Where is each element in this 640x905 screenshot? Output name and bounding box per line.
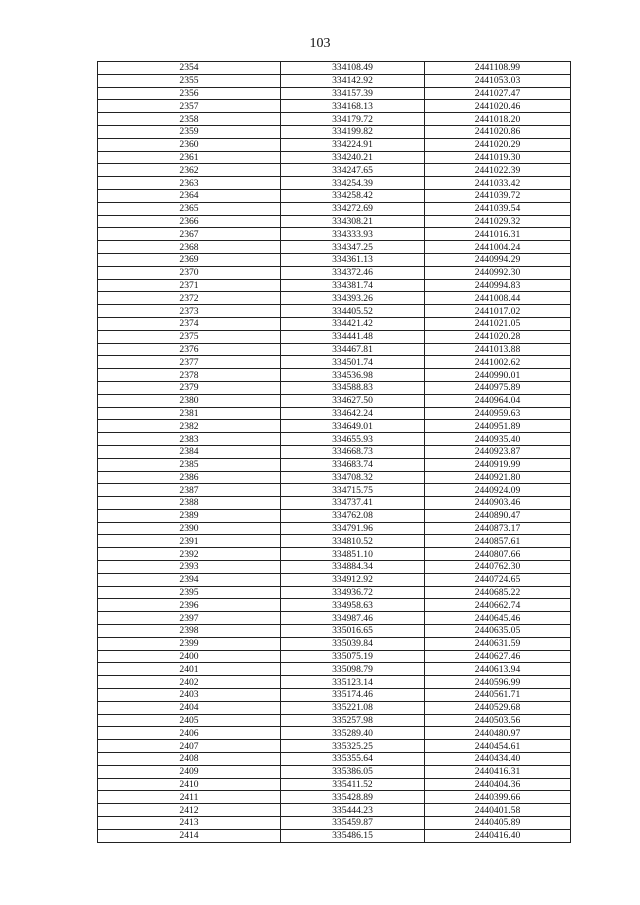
table-row [98, 650, 571, 663]
point-number-cell: 2410 [98, 778, 281, 791]
table-row [98, 87, 571, 100]
y-coordinate-cell: 2440454.61 [425, 740, 571, 753]
x-coordinate-cell: 334649.01 [281, 420, 425, 433]
y-coordinate-cell: 2440857.61 [425, 535, 571, 548]
x-coordinate-cell: 334467.81 [281, 343, 425, 356]
point-number-cell: 2401 [98, 663, 281, 676]
table-row [98, 804, 571, 817]
table-row [98, 561, 571, 574]
x-coordinate-cell: 334381.74 [281, 279, 425, 292]
point-number-cell: 2400 [98, 650, 281, 663]
point-number-cell: 2392 [98, 548, 281, 561]
table-row [98, 164, 571, 177]
point-number-cell: 2375 [98, 330, 281, 343]
x-coordinate-cell: 334142.92 [281, 74, 425, 87]
x-coordinate-cell: 334683.74 [281, 458, 425, 471]
x-coordinate-cell: 335325.25 [281, 740, 425, 753]
table-row [98, 138, 571, 151]
x-coordinate-cell: 334421.42 [281, 317, 425, 330]
y-coordinate-cell: 2441002.62 [425, 356, 571, 369]
point-number-cell: 2409 [98, 765, 281, 778]
y-coordinate-cell: 2440990.01 [425, 369, 571, 382]
point-number-cell: 2386 [98, 471, 281, 484]
y-coordinate-cell: 2441020.86 [425, 125, 571, 138]
y-coordinate-cell: 2440645.46 [425, 612, 571, 625]
table-row [98, 292, 571, 305]
x-coordinate-cell: 334361.13 [281, 253, 425, 266]
table-row [98, 676, 571, 689]
y-coordinate-cell: 2441017.02 [425, 305, 571, 318]
point-number-cell: 2396 [98, 599, 281, 612]
point-number-cell: 2373 [98, 305, 281, 318]
point-number-cell: 2405 [98, 714, 281, 727]
point-number-cell: 2388 [98, 497, 281, 510]
x-coordinate-cell: 334936.72 [281, 586, 425, 599]
point-number-cell: 2399 [98, 637, 281, 650]
point-number-cell: 2359 [98, 125, 281, 138]
table-row [98, 74, 571, 87]
y-coordinate-cell: 2440529.68 [425, 701, 571, 714]
x-coordinate-cell: 334912.92 [281, 573, 425, 586]
x-coordinate-cell: 334441.48 [281, 330, 425, 343]
table-row [98, 548, 571, 561]
y-coordinate-cell: 2440964.04 [425, 394, 571, 407]
point-number-cell: 2369 [98, 253, 281, 266]
table-row [98, 266, 571, 279]
y-coordinate-cell: 2440724.65 [425, 573, 571, 586]
point-number-cell: 2358 [98, 113, 281, 126]
y-coordinate-cell: 2440503.56 [425, 714, 571, 727]
table-row [98, 394, 571, 407]
y-coordinate-cell: 2440890.47 [425, 509, 571, 522]
table-row [98, 829, 571, 842]
x-coordinate-cell: 334199.82 [281, 125, 425, 138]
x-coordinate-cell: 334642.24 [281, 407, 425, 420]
table-row [98, 445, 571, 458]
y-coordinate-cell: 2441008.44 [425, 292, 571, 305]
table-row [98, 279, 571, 292]
point-number-cell: 2365 [98, 202, 281, 215]
point-number-cell: 2372 [98, 292, 281, 305]
y-coordinate-cell: 2440959.63 [425, 407, 571, 420]
point-number-cell: 2397 [98, 612, 281, 625]
x-coordinate-cell: 334668.73 [281, 445, 425, 458]
table-row [98, 253, 571, 266]
x-coordinate-cell: 334737.41 [281, 497, 425, 510]
x-coordinate-cell: 334536.98 [281, 369, 425, 382]
x-coordinate-cell: 335444.23 [281, 804, 425, 817]
y-coordinate-cell: 2440935.40 [425, 433, 571, 446]
point-number-cell: 2407 [98, 740, 281, 753]
y-coordinate-cell: 2441020.29 [425, 138, 571, 151]
y-coordinate-cell: 2441053.03 [425, 74, 571, 87]
x-coordinate-cell: 334308.21 [281, 215, 425, 228]
x-coordinate-cell: 334791.96 [281, 522, 425, 535]
table-row [98, 484, 571, 497]
point-number-cell: 2403 [98, 689, 281, 702]
point-number-cell: 2413 [98, 817, 281, 830]
point-number-cell: 2398 [98, 625, 281, 638]
x-coordinate-cell: 334708.32 [281, 471, 425, 484]
y-coordinate-cell: 2440627.46 [425, 650, 571, 663]
point-number-cell: 2378 [98, 369, 281, 382]
table-row [98, 202, 571, 215]
table-row [98, 689, 571, 702]
x-coordinate-cell: 334958.63 [281, 599, 425, 612]
page-number: 103 [309, 36, 331, 51]
x-coordinate-cell: 334224.91 [281, 138, 425, 151]
x-coordinate-cell: 334108.49 [281, 62, 425, 75]
point-number-cell: 2376 [98, 343, 281, 356]
table-row [98, 740, 571, 753]
x-coordinate-cell: 335221.08 [281, 701, 425, 714]
x-coordinate-cell: 334258.42 [281, 189, 425, 202]
y-coordinate-cell: 2440404.36 [425, 778, 571, 791]
x-coordinate-cell: 334884.34 [281, 561, 425, 574]
point-number-cell: 2411 [98, 791, 281, 804]
point-number-cell: 2384 [98, 445, 281, 458]
table-row [98, 420, 571, 433]
y-coordinate-cell: 2441022.39 [425, 164, 571, 177]
point-number-cell: 2362 [98, 164, 281, 177]
x-coordinate-cell: 335075.19 [281, 650, 425, 663]
x-coordinate-cell: 334655.93 [281, 433, 425, 446]
x-coordinate-cell: 335123.14 [281, 676, 425, 689]
y-coordinate-cell: 2441029.32 [425, 215, 571, 228]
y-coordinate-cell: 2440401.58 [425, 804, 571, 817]
y-coordinate-cell: 2440992.30 [425, 266, 571, 279]
x-coordinate-cell: 335016.65 [281, 625, 425, 638]
y-coordinate-cell: 2440405.89 [425, 817, 571, 830]
point-number-cell: 2367 [98, 228, 281, 241]
table-row [98, 753, 571, 766]
y-coordinate-cell: 2440416.31 [425, 765, 571, 778]
point-number-cell: 2395 [98, 586, 281, 599]
table-row [98, 778, 571, 791]
x-coordinate-cell: 334372.46 [281, 266, 425, 279]
point-number-cell: 2385 [98, 458, 281, 471]
table-row [98, 701, 571, 714]
y-coordinate-cell: 2440873.17 [425, 522, 571, 535]
x-coordinate-cell: 334168.13 [281, 100, 425, 113]
point-number-cell: 2389 [98, 509, 281, 522]
y-coordinate-cell: 2440903.46 [425, 497, 571, 510]
y-coordinate-cell: 2440994.83 [425, 279, 571, 292]
x-coordinate-cell: 335459.87 [281, 817, 425, 830]
point-number-cell: 2406 [98, 727, 281, 740]
table-row [98, 369, 571, 382]
table-row [98, 663, 571, 676]
point-number-cell: 2382 [98, 420, 281, 433]
y-coordinate-cell: 2440416.40 [425, 829, 571, 842]
y-coordinate-cell: 2440762.30 [425, 561, 571, 574]
y-coordinate-cell: 2441020.28 [425, 330, 571, 343]
point-number-cell: 2374 [98, 317, 281, 330]
table-row [98, 125, 571, 138]
y-coordinate-cell: 2441021.05 [425, 317, 571, 330]
x-coordinate-cell: 334851.10 [281, 548, 425, 561]
table-row [98, 433, 571, 446]
table-row [98, 573, 571, 586]
x-coordinate-cell: 334501.74 [281, 356, 425, 369]
y-coordinate-cell: 2441013.88 [425, 343, 571, 356]
x-coordinate-cell: 334762.08 [281, 509, 425, 522]
y-coordinate-cell: 2441016.31 [425, 228, 571, 241]
y-coordinate-cell: 2441019.30 [425, 151, 571, 164]
x-coordinate-cell: 335428.89 [281, 791, 425, 804]
table-row [98, 471, 571, 484]
table-row [98, 509, 571, 522]
x-coordinate-cell: 334240.21 [281, 151, 425, 164]
table-row [98, 765, 571, 778]
y-coordinate-cell: 2440596.99 [425, 676, 571, 689]
point-number-cell: 2412 [98, 804, 281, 817]
point-number-cell: 2364 [98, 189, 281, 202]
point-number-cell: 2391 [98, 535, 281, 548]
table-row [98, 241, 571, 254]
y-coordinate-cell: 2440807.66 [425, 548, 571, 561]
point-number-cell: 2371 [98, 279, 281, 292]
y-coordinate-cell: 2441039.72 [425, 189, 571, 202]
point-number-cell: 2354 [98, 62, 281, 75]
table-row [98, 727, 571, 740]
y-coordinate-cell: 2440975.89 [425, 381, 571, 394]
y-coordinate-cell: 2441033.42 [425, 177, 571, 190]
y-coordinate-cell: 2441108.99 [425, 62, 571, 75]
coordinates-table [97, 61, 571, 843]
table-row [98, 791, 571, 804]
x-coordinate-cell: 335411.52 [281, 778, 425, 791]
y-coordinate-cell: 2440635.05 [425, 625, 571, 638]
point-number-cell: 2361 [98, 151, 281, 164]
y-coordinate-cell: 2440994.29 [425, 253, 571, 266]
table-row [98, 522, 571, 535]
x-coordinate-cell: 334157.39 [281, 87, 425, 100]
x-coordinate-cell: 335289.40 [281, 727, 425, 740]
y-coordinate-cell: 2440561.71 [425, 689, 571, 702]
table-row [98, 356, 571, 369]
point-number-cell: 2356 [98, 87, 281, 100]
point-number-cell: 2414 [98, 829, 281, 842]
point-number-cell: 2368 [98, 241, 281, 254]
x-coordinate-cell: 334715.75 [281, 484, 425, 497]
table-row [98, 177, 571, 190]
x-coordinate-cell: 335386.05 [281, 765, 425, 778]
x-coordinate-cell: 334405.52 [281, 305, 425, 318]
x-coordinate-cell: 334810.52 [281, 535, 425, 548]
point-number-cell: 2380 [98, 394, 281, 407]
coordinates-table-body [98, 62, 571, 843]
y-coordinate-cell: 2441020.46 [425, 100, 571, 113]
y-coordinate-cell: 2440434.40 [425, 753, 571, 766]
point-number-cell: 2408 [98, 753, 281, 766]
y-coordinate-cell: 2440631.59 [425, 637, 571, 650]
y-coordinate-cell: 2440951.89 [425, 420, 571, 433]
table-row [98, 343, 571, 356]
table-row [98, 586, 571, 599]
table-row [98, 151, 571, 164]
y-coordinate-cell: 2441004.24 [425, 241, 571, 254]
point-number-cell: 2377 [98, 356, 281, 369]
x-coordinate-cell: 335257.98 [281, 714, 425, 727]
x-coordinate-cell: 335174.46 [281, 689, 425, 702]
point-number-cell: 2394 [98, 573, 281, 586]
table-row [98, 330, 571, 343]
table-row [98, 228, 571, 241]
point-number-cell: 2402 [98, 676, 281, 689]
table-row [98, 497, 571, 510]
table-row [98, 458, 571, 471]
x-coordinate-cell: 334987.46 [281, 612, 425, 625]
y-coordinate-cell: 2440924.09 [425, 484, 571, 497]
x-coordinate-cell: 334627.50 [281, 394, 425, 407]
x-coordinate-cell: 334254.39 [281, 177, 425, 190]
table-row [98, 535, 571, 548]
x-coordinate-cell: 335098.79 [281, 663, 425, 676]
table-row [98, 189, 571, 202]
y-coordinate-cell: 2441018.20 [425, 113, 571, 126]
x-coordinate-cell: 334393.26 [281, 292, 425, 305]
table-row [98, 100, 571, 113]
x-coordinate-cell: 335486.15 [281, 829, 425, 842]
point-number-cell: 2404 [98, 701, 281, 714]
table-row [98, 817, 571, 830]
y-coordinate-cell: 2440923.87 [425, 445, 571, 458]
point-number-cell: 2383 [98, 433, 281, 446]
x-coordinate-cell: 334588.83 [281, 381, 425, 394]
y-coordinate-cell: 2440613.94 [425, 663, 571, 676]
table-row [98, 637, 571, 650]
x-coordinate-cell: 334247.65 [281, 164, 425, 177]
x-coordinate-cell: 334333.93 [281, 228, 425, 241]
table-row [98, 113, 571, 126]
table-row [98, 714, 571, 727]
table-row [98, 599, 571, 612]
y-coordinate-cell: 2441039.54 [425, 202, 571, 215]
y-coordinate-cell: 2440480.97 [425, 727, 571, 740]
point-number-cell: 2355 [98, 74, 281, 87]
point-number-cell: 2366 [98, 215, 281, 228]
table-row [98, 625, 571, 638]
x-coordinate-cell: 334272.69 [281, 202, 425, 215]
table-row [98, 215, 571, 228]
y-coordinate-cell: 2440685.22 [425, 586, 571, 599]
x-coordinate-cell: 335355.64 [281, 753, 425, 766]
y-coordinate-cell: 2440399.66 [425, 791, 571, 804]
table-row [98, 305, 571, 318]
y-coordinate-cell: 2440662.74 [425, 599, 571, 612]
point-number-cell: 2379 [98, 381, 281, 394]
table-row [98, 612, 571, 625]
point-number-cell: 2360 [98, 138, 281, 151]
point-number-cell: 2363 [98, 177, 281, 190]
point-number-cell: 2370 [98, 266, 281, 279]
point-number-cell: 2357 [98, 100, 281, 113]
table-row [98, 407, 571, 420]
x-coordinate-cell: 334347.25 [281, 241, 425, 254]
table-row [98, 62, 571, 75]
point-number-cell: 2390 [98, 522, 281, 535]
point-number-cell: 2393 [98, 561, 281, 574]
y-coordinate-cell: 2440921.80 [425, 471, 571, 484]
table-row [98, 317, 571, 330]
point-number-cell: 2387 [98, 484, 281, 497]
table-row [98, 381, 571, 394]
x-coordinate-cell: 335039.84 [281, 637, 425, 650]
y-coordinate-cell: 2441027.47 [425, 87, 571, 100]
x-coordinate-cell: 334179.72 [281, 113, 425, 126]
point-number-cell: 2381 [98, 407, 281, 420]
y-coordinate-cell: 2440919.99 [425, 458, 571, 471]
